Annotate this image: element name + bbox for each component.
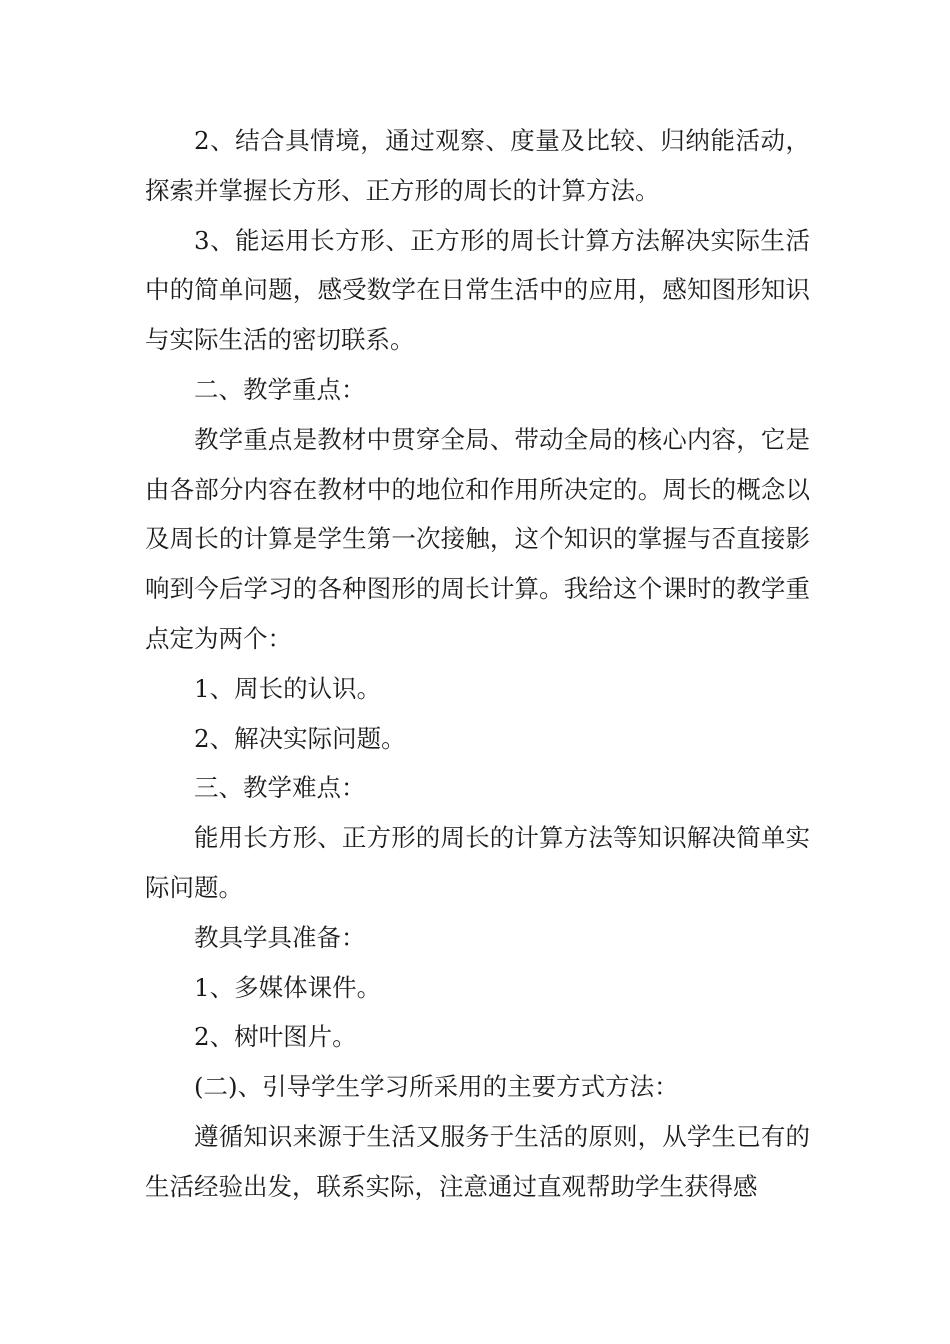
heading-difficulties: 三、教学难点： bbox=[194, 773, 366, 803]
list-item-aid-2: 2、树叶图片。 bbox=[194, 1022, 357, 1052]
paragraph-objective-3: 3、能运用长方形、正方形的周长计算方法解决实际生活中的简单问题，感受数学在日常生活中的应用，感知图形知识与实际生活的密切联系。 bbox=[145, 225, 810, 355]
heading-key-points: 二、教学重点： bbox=[194, 374, 366, 404]
list-item-key-point-1: 1、周长的认识。 bbox=[194, 673, 382, 703]
heading-teaching-aids: 教具学具准备： bbox=[194, 922, 366, 952]
document-body bbox=[145, 116, 810, 1212]
heading-methods: (二)、引导学生学习所采用的主要方式方法： bbox=[194, 1072, 679, 1102]
list-item-key-point-2: 2、解决实际问题。 bbox=[194, 723, 406, 753]
paragraph-methods: 遵循知识来源于生活又服务于生活的原则，从学生已有的生活经验出发，联系实际，注意通过直观帮助学生获得感 bbox=[145, 1121, 810, 1201]
paragraph-key-points: 教学重点是教材中贯穿全局、带动全局的核心内容，它是由各部分内容在教材中的地位和作用所决定的。周长的概念以及周长的计算是学生第一次接触，这个知识的掌握与否直接影响到今后学习的各种图形的周长计算。我给这个课时的教学重点定为两个： bbox=[145, 424, 810, 653]
list-item-aid-1: 1、多媒体课件。 bbox=[194, 972, 382, 1002]
paragraph-objective-2: 2、结合具情境，通过观察、度量及比较、归纳能活动，探索并掌握长方形、正方形的周长的计算方法。 bbox=[145, 126, 810, 205]
paragraph-difficulties: 能用长方形、正方形的周长的计算方法等知识解决简单实际问题。 bbox=[145, 823, 810, 902]
